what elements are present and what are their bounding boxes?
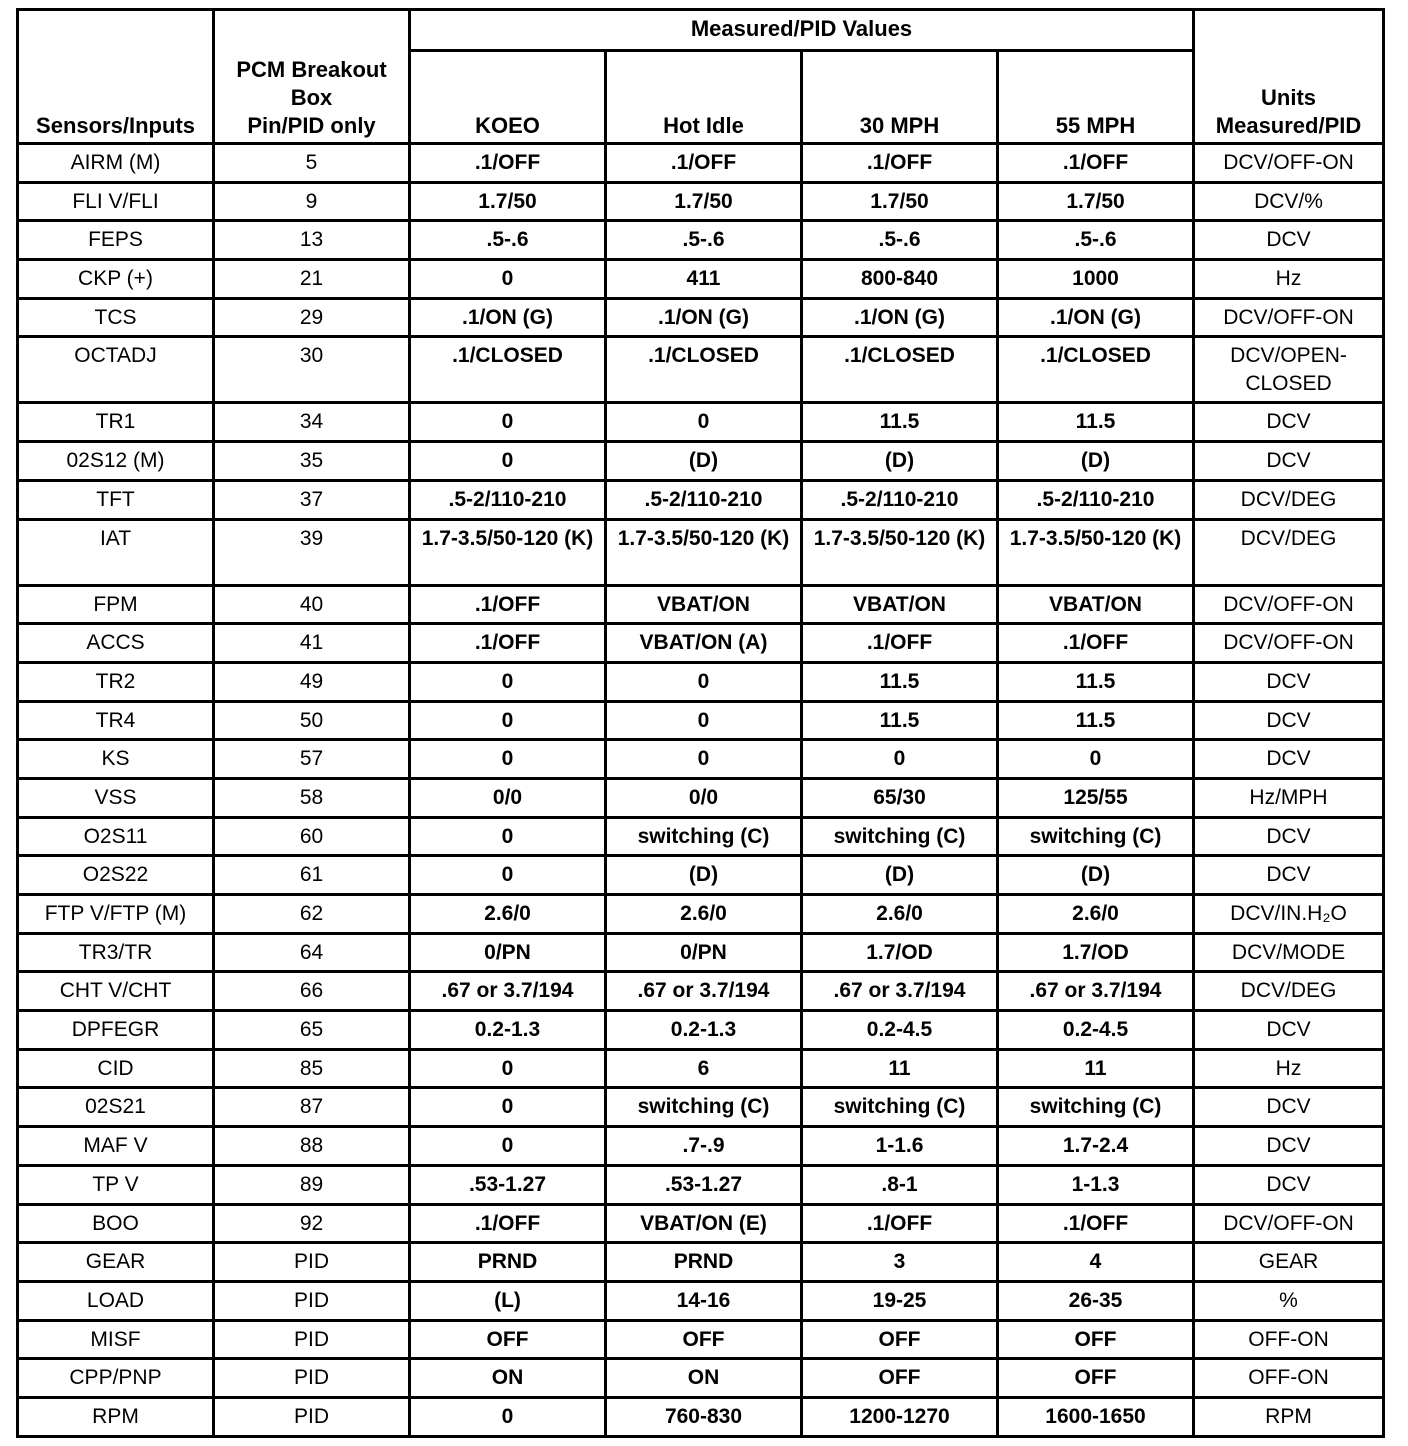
units-cell: DCV bbox=[1194, 1165, 1384, 1204]
sensor-cell: FEPS bbox=[18, 221, 214, 260]
30-mph-cell: 1200-1270 bbox=[802, 1397, 998, 1436]
hot-idle-cell: (D) bbox=[606, 856, 802, 895]
30-mph-cell: 1.7/OD bbox=[802, 933, 998, 972]
header-koeo: KOEO bbox=[410, 51, 606, 144]
hot-idle-cell: 14-16 bbox=[606, 1281, 802, 1320]
55-mph-cell: 26-35 bbox=[998, 1281, 1194, 1320]
units-cell: DCV bbox=[1194, 1127, 1384, 1166]
pin-cell: 30 bbox=[214, 337, 410, 403]
table-row bbox=[18, 1049, 1384, 1088]
sensor-cell: 02S12 (M) bbox=[18, 442, 214, 481]
pin-cell: 39 bbox=[214, 519, 410, 585]
koeo-cell: .5-.6 bbox=[410, 221, 606, 260]
pid-values-table bbox=[16, 8, 1385, 1438]
table-row bbox=[18, 337, 1384, 403]
koeo-cell: 2.6/0 bbox=[410, 895, 606, 934]
units-cell: RPM bbox=[1194, 1397, 1384, 1436]
units-cell: DCV/OFF-ON bbox=[1194, 298, 1384, 337]
30-mph-cell: 1-1.6 bbox=[802, 1127, 998, 1166]
table-row bbox=[18, 817, 1384, 856]
table-row bbox=[18, 1127, 1384, 1166]
30-mph-cell: OFF bbox=[802, 1320, 998, 1359]
table-row bbox=[18, 701, 1384, 740]
koeo-cell: .1/OFF bbox=[410, 585, 606, 624]
55-mph-cell: 125/55 bbox=[998, 778, 1194, 817]
55-mph-cell: 1.7/OD bbox=[998, 933, 1194, 972]
30-mph-cell: .5-.6 bbox=[802, 221, 998, 260]
hot-idle-cell: ON bbox=[606, 1359, 802, 1398]
30-mph-cell: 1.7/50 bbox=[802, 182, 998, 221]
55-mph-cell: .1/OFF bbox=[998, 1204, 1194, 1243]
hot-idle-cell: .5-2/110-210 bbox=[606, 480, 802, 519]
sensor-cell: TFT bbox=[18, 480, 214, 519]
sensor-cell: VSS bbox=[18, 778, 214, 817]
pin-cell: 66 bbox=[214, 972, 410, 1011]
koeo-cell: 0 bbox=[410, 856, 606, 895]
30-mph-cell: switching (C) bbox=[802, 1088, 998, 1127]
table-row bbox=[18, 1204, 1384, 1243]
units-cell: DCV bbox=[1194, 856, 1384, 895]
table-row bbox=[18, 624, 1384, 663]
30-mph-cell: 3 bbox=[802, 1243, 998, 1282]
30-mph-cell: 65/30 bbox=[802, 778, 998, 817]
units-cell: DCV bbox=[1194, 740, 1384, 779]
units-cell: DCV bbox=[1194, 442, 1384, 481]
hot-idle-cell: switching (C) bbox=[606, 817, 802, 856]
55-mph-cell: 1600-1650 bbox=[998, 1397, 1194, 1436]
55-mph-cell: VBAT/ON bbox=[998, 585, 1194, 624]
koeo-cell: 0 bbox=[410, 1127, 606, 1166]
table-row bbox=[18, 1165, 1384, 1204]
30-mph-cell: .1/OFF bbox=[802, 144, 998, 183]
55-mph-cell: 0.2-4.5 bbox=[998, 1011, 1194, 1050]
30-mph-cell: (D) bbox=[802, 442, 998, 481]
table-row bbox=[18, 895, 1384, 934]
hot-idle-cell: 0/PN bbox=[606, 933, 802, 972]
pin-cell: 58 bbox=[214, 778, 410, 817]
units-cell: DCV/OFF-ON bbox=[1194, 585, 1384, 624]
units-cell: DCV bbox=[1194, 221, 1384, 260]
table-row bbox=[18, 182, 1384, 221]
koeo-cell: PRND bbox=[410, 1243, 606, 1282]
table-row bbox=[18, 403, 1384, 442]
units-cell: DCV/DEG bbox=[1194, 972, 1384, 1011]
units-cell: Hz/MPH bbox=[1194, 778, 1384, 817]
30-mph-cell: 11 bbox=[802, 1049, 998, 1088]
pin-cell: 85 bbox=[214, 1049, 410, 1088]
30-mph-cell: (D) bbox=[802, 856, 998, 895]
table-row bbox=[18, 1011, 1384, 1050]
sensor-cell: MISF bbox=[18, 1320, 214, 1359]
header-pin: PCM Breakout Box Pin/PID only bbox=[214, 10, 410, 144]
55-mph-cell: 11.5 bbox=[998, 701, 1194, 740]
pin-cell: 64 bbox=[214, 933, 410, 972]
koeo-cell: .1/CLOSED bbox=[410, 337, 606, 403]
table-row bbox=[18, 933, 1384, 972]
sensor-cell: 02S21 bbox=[18, 1088, 214, 1127]
sensor-cell: MAF V bbox=[18, 1127, 214, 1166]
30-mph-cell: 2.6/0 bbox=[802, 895, 998, 934]
units-cell: DCV bbox=[1194, 701, 1384, 740]
55-mph-cell: 1-1.3 bbox=[998, 1165, 1194, 1204]
30-mph-cell: 0 bbox=[802, 740, 998, 779]
units-cell: DCV/OFF-ON bbox=[1194, 624, 1384, 663]
55-mph-cell: .5-.6 bbox=[998, 221, 1194, 260]
55-mph-cell: 11.5 bbox=[998, 403, 1194, 442]
55-mph-cell: OFF bbox=[998, 1320, 1194, 1359]
30-mph-cell: .8-1 bbox=[802, 1165, 998, 1204]
hot-idle-cell: 411 bbox=[606, 260, 802, 299]
sensor-cell: TCS bbox=[18, 298, 214, 337]
30-mph-cell: .1/OFF bbox=[802, 624, 998, 663]
table-body bbox=[18, 144, 1384, 1437]
koeo-cell: 1.7/50 bbox=[410, 182, 606, 221]
30-mph-cell: OFF bbox=[802, 1359, 998, 1398]
sensor-cell: TR2 bbox=[18, 662, 214, 701]
koeo-cell: OFF bbox=[410, 1320, 606, 1359]
sensor-cell: TR4 bbox=[18, 701, 214, 740]
sensor-cell: O2S22 bbox=[18, 856, 214, 895]
units-cell: DCV/OFF-ON bbox=[1194, 1204, 1384, 1243]
sensor-cell: GEAR bbox=[18, 1243, 214, 1282]
pin-cell: 29 bbox=[214, 298, 410, 337]
55-mph-cell: (D) bbox=[998, 442, 1194, 481]
units-cell: DCV bbox=[1194, 662, 1384, 701]
koeo-cell: .1/ON (G) bbox=[410, 298, 606, 337]
koeo-cell: 0 bbox=[410, 1397, 606, 1436]
55-mph-cell: switching (C) bbox=[998, 1088, 1194, 1127]
hot-idle-cell: 760-830 bbox=[606, 1397, 802, 1436]
koeo-cell: 0 bbox=[410, 442, 606, 481]
55-mph-cell: 11 bbox=[998, 1049, 1194, 1088]
30-mph-cell: 11.5 bbox=[802, 403, 998, 442]
table-row bbox=[18, 856, 1384, 895]
units-cell: DCV bbox=[1194, 1088, 1384, 1127]
koeo-cell: ON bbox=[410, 1359, 606, 1398]
hot-idle-cell: OFF bbox=[606, 1320, 802, 1359]
sensor-cell: TR3/TR bbox=[18, 933, 214, 972]
55-mph-cell: .5-2/110-210 bbox=[998, 480, 1194, 519]
header-55-mph: 55 MPH bbox=[998, 51, 1194, 144]
units-cell: DCV bbox=[1194, 817, 1384, 856]
sensor-cell: CID bbox=[18, 1049, 214, 1088]
sensor-cell: CKP (+) bbox=[18, 260, 214, 299]
55-mph-cell: 11.5 bbox=[998, 662, 1194, 701]
table-row bbox=[18, 144, 1384, 183]
hot-idle-cell: (D) bbox=[606, 442, 802, 481]
sensor-cell: FLI V/FLI bbox=[18, 182, 214, 221]
sensor-cell: TP V bbox=[18, 1165, 214, 1204]
pin-cell: 88 bbox=[214, 1127, 410, 1166]
units-cell: DCV bbox=[1194, 1011, 1384, 1050]
pin-cell: PID bbox=[214, 1320, 410, 1359]
units-cell: Hz bbox=[1194, 1049, 1384, 1088]
55-mph-cell: 1.7-2.4 bbox=[998, 1127, 1194, 1166]
hot-idle-cell: .5-.6 bbox=[606, 221, 802, 260]
units-cell: % bbox=[1194, 1281, 1384, 1320]
table-row bbox=[18, 1359, 1384, 1398]
hot-idle-cell: 1.7/50 bbox=[606, 182, 802, 221]
pin-cell: 92 bbox=[214, 1204, 410, 1243]
55-mph-cell: (D) bbox=[998, 856, 1194, 895]
koeo-cell: 0 bbox=[410, 701, 606, 740]
sensor-cell: CPP/PNP bbox=[18, 1359, 214, 1398]
units-cell: DCV/OPEN-CLOSED bbox=[1194, 337, 1384, 403]
30-mph-cell: 19-25 bbox=[802, 1281, 998, 1320]
hot-idle-cell: 2.6/0 bbox=[606, 895, 802, 934]
header-measured-group: Measured/PID Values bbox=[410, 10, 1194, 51]
pin-cell: 57 bbox=[214, 740, 410, 779]
55-mph-cell: .67 or 3.7/194 bbox=[998, 972, 1194, 1011]
hot-idle-cell: 0 bbox=[606, 701, 802, 740]
header-30-mph: 30 MPH bbox=[802, 51, 998, 144]
pin-cell: PID bbox=[214, 1359, 410, 1398]
koeo-cell: 1.7-3.5/50-120 (K) bbox=[410, 519, 606, 585]
table-row bbox=[18, 1397, 1384, 1436]
hot-idle-cell: VBAT/ON (A) bbox=[606, 624, 802, 663]
sensor-cell: CHT V/CHT bbox=[18, 972, 214, 1011]
table-row bbox=[18, 519, 1384, 585]
hot-idle-cell: 0.2-1.3 bbox=[606, 1011, 802, 1050]
30-mph-cell: VBAT/ON bbox=[802, 585, 998, 624]
pin-cell: 60 bbox=[214, 817, 410, 856]
table-row bbox=[18, 1088, 1384, 1127]
sensor-cell: AIRM (M) bbox=[18, 144, 214, 183]
units-cell: DCV/IN.H₂O bbox=[1194, 895, 1384, 934]
hot-idle-cell: VBAT/ON (E) bbox=[606, 1204, 802, 1243]
koeo-cell: 0 bbox=[410, 1088, 606, 1127]
koeo-cell: 0/PN bbox=[410, 933, 606, 972]
table-row bbox=[18, 221, 1384, 260]
55-mph-cell: 2.6/0 bbox=[998, 895, 1194, 934]
units-cell: DCV bbox=[1194, 403, 1384, 442]
units-cell: GEAR bbox=[1194, 1243, 1384, 1282]
hot-idle-cell: 0 bbox=[606, 740, 802, 779]
55-mph-cell: .1/OFF bbox=[998, 624, 1194, 663]
units-cell: OFF-ON bbox=[1194, 1320, 1384, 1359]
55-mph-cell: OFF bbox=[998, 1359, 1194, 1398]
hot-idle-cell: .7-.9 bbox=[606, 1127, 802, 1166]
sensor-cell: FPM bbox=[18, 585, 214, 624]
koeo-cell: 0/0 bbox=[410, 778, 606, 817]
30-mph-cell: 11.5 bbox=[802, 662, 998, 701]
30-mph-cell: .1/OFF bbox=[802, 1204, 998, 1243]
table-row bbox=[18, 442, 1384, 481]
hot-idle-cell: switching (C) bbox=[606, 1088, 802, 1127]
koeo-cell: 0 bbox=[410, 403, 606, 442]
pin-cell: 65 bbox=[214, 1011, 410, 1050]
30-mph-cell: .5-2/110-210 bbox=[802, 480, 998, 519]
55-mph-cell: 0 bbox=[998, 740, 1194, 779]
koeo-cell: .53-1.27 bbox=[410, 1165, 606, 1204]
pin-cell: 9 bbox=[214, 182, 410, 221]
koeo-cell: .1/OFF bbox=[410, 1204, 606, 1243]
units-cell: OFF-ON bbox=[1194, 1359, 1384, 1398]
units-cell: Hz bbox=[1194, 260, 1384, 299]
units-cell: DCV/DEG bbox=[1194, 519, 1384, 585]
koeo-cell: 0.2-1.3 bbox=[410, 1011, 606, 1050]
pin-cell: 49 bbox=[214, 662, 410, 701]
hot-idle-cell: VBAT/ON bbox=[606, 585, 802, 624]
pin-cell: PID bbox=[214, 1243, 410, 1282]
table-row bbox=[18, 662, 1384, 701]
units-cell: DCV/DEG bbox=[1194, 480, 1384, 519]
koeo-cell: .67 or 3.7/194 bbox=[410, 972, 606, 1011]
table-row bbox=[18, 260, 1384, 299]
hot-idle-cell: .53-1.27 bbox=[606, 1165, 802, 1204]
koeo-cell: 0 bbox=[410, 740, 606, 779]
hot-idle-cell: 6 bbox=[606, 1049, 802, 1088]
pin-cell: 50 bbox=[214, 701, 410, 740]
sensor-cell: FTP V/FTP (M) bbox=[18, 895, 214, 934]
55-mph-cell: 4 bbox=[998, 1243, 1194, 1282]
55-mph-cell: .1/ON (G) bbox=[998, 298, 1194, 337]
hot-idle-cell: 0 bbox=[606, 403, 802, 442]
30-mph-cell: 11.5 bbox=[802, 701, 998, 740]
55-mph-cell: 1.7-3.5/50-120 (K) bbox=[998, 519, 1194, 585]
55-mph-cell: 1000 bbox=[998, 260, 1194, 299]
55-mph-cell: .1/CLOSED bbox=[998, 337, 1194, 403]
table-row bbox=[18, 585, 1384, 624]
55-mph-cell: 1.7/50 bbox=[998, 182, 1194, 221]
hot-idle-cell: .1/OFF bbox=[606, 144, 802, 183]
pin-cell: 40 bbox=[214, 585, 410, 624]
pin-cell: 87 bbox=[214, 1088, 410, 1127]
sensor-cell: BOO bbox=[18, 1204, 214, 1243]
sensor-cell: IAT bbox=[18, 519, 214, 585]
table-row bbox=[18, 1320, 1384, 1359]
koeo-cell: .1/OFF bbox=[410, 144, 606, 183]
sensor-cell: KS bbox=[18, 740, 214, 779]
pin-cell: 21 bbox=[214, 260, 410, 299]
table-row bbox=[18, 972, 1384, 1011]
sensor-cell: O2S11 bbox=[18, 817, 214, 856]
koeo-cell: .5-2/110-210 bbox=[410, 480, 606, 519]
sensor-cell: OCTADJ bbox=[18, 337, 214, 403]
koeo-cell: .1/OFF bbox=[410, 624, 606, 663]
hot-idle-cell: 1.7-3.5/50-120 (K) bbox=[606, 519, 802, 585]
header-sensors: Sensors/Inputs bbox=[18, 10, 214, 144]
30-mph-cell: .1/CLOSED bbox=[802, 337, 998, 403]
koeo-cell: 0 bbox=[410, 817, 606, 856]
sensor-cell: LOAD bbox=[18, 1281, 214, 1320]
sensor-cell: TR1 bbox=[18, 403, 214, 442]
30-mph-cell: 800-840 bbox=[802, 260, 998, 299]
table-row bbox=[18, 480, 1384, 519]
hot-idle-cell: 0/0 bbox=[606, 778, 802, 817]
hot-idle-cell: .67 or 3.7/194 bbox=[606, 972, 802, 1011]
55-mph-cell: switching (C) bbox=[998, 817, 1194, 856]
pin-cell: PID bbox=[214, 1281, 410, 1320]
hot-idle-cell: .1/CLOSED bbox=[606, 337, 802, 403]
table-row bbox=[18, 740, 1384, 779]
sensor-cell: ACCS bbox=[18, 624, 214, 663]
table-row bbox=[18, 778, 1384, 817]
koeo-cell: (L) bbox=[410, 1281, 606, 1320]
30-mph-cell: 0.2-4.5 bbox=[802, 1011, 998, 1050]
pin-cell: 13 bbox=[214, 221, 410, 260]
sensor-cell: RPM bbox=[18, 1397, 214, 1436]
30-mph-cell: 1.7-3.5/50-120 (K) bbox=[802, 519, 998, 585]
30-mph-cell: switching (C) bbox=[802, 817, 998, 856]
hot-idle-cell: PRND bbox=[606, 1243, 802, 1282]
sensor-cell: DPFEGR bbox=[18, 1011, 214, 1050]
pin-cell: 89 bbox=[214, 1165, 410, 1204]
pin-cell: 37 bbox=[214, 480, 410, 519]
units-cell: DCV/% bbox=[1194, 182, 1384, 221]
units-cell: DCV/OFF-ON bbox=[1194, 144, 1384, 183]
header-hot-idle: Hot Idle bbox=[606, 51, 802, 144]
koeo-cell: 0 bbox=[410, 662, 606, 701]
hot-idle-cell: .1/ON (G) bbox=[606, 298, 802, 337]
table-row bbox=[18, 1243, 1384, 1282]
units-cell: DCV/MODE bbox=[1194, 933, 1384, 972]
pin-cell: 61 bbox=[214, 856, 410, 895]
55-mph-cell: .1/OFF bbox=[998, 144, 1194, 183]
pin-cell: 35 bbox=[214, 442, 410, 481]
pin-cell: 5 bbox=[214, 144, 410, 183]
pin-cell: PID bbox=[214, 1397, 410, 1436]
koeo-cell: 0 bbox=[410, 260, 606, 299]
table-row bbox=[18, 298, 1384, 337]
pin-cell: 34 bbox=[214, 403, 410, 442]
hot-idle-cell: 0 bbox=[606, 662, 802, 701]
pin-cell: 41 bbox=[214, 624, 410, 663]
header-units: Units Measured/PID bbox=[1194, 10, 1384, 144]
koeo-cell: 0 bbox=[410, 1049, 606, 1088]
table-row bbox=[18, 1281, 1384, 1320]
pin-cell: 62 bbox=[214, 895, 410, 934]
30-mph-cell: .1/ON (G) bbox=[802, 298, 998, 337]
30-mph-cell: .67 or 3.7/194 bbox=[802, 972, 998, 1011]
